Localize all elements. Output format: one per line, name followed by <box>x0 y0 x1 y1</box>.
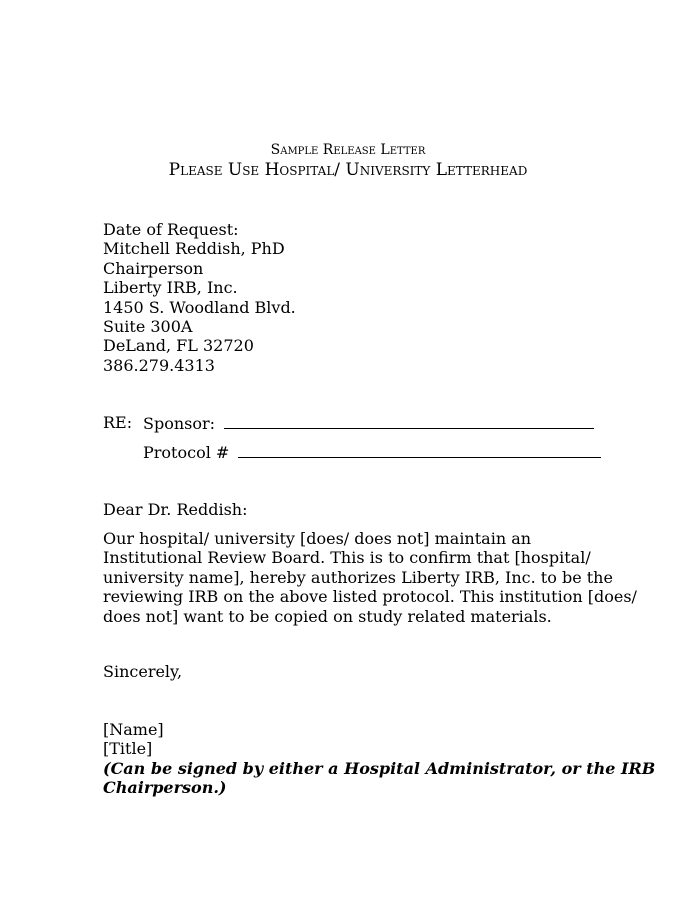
recipient-organization: Liberty IRB, Inc. <box>103 278 238 298</box>
recipient-phone: 386.279.4313 <box>103 355 215 375</box>
date-of-request: Date of Request: <box>103 220 239 239</box>
recipient-suite: Suite 300A <box>103 317 193 337</box>
protocol-blank-line[interactable] <box>238 442 601 458</box>
sponsor-row <box>143 413 594 433</box>
recipient-city-state-zip: DeLand, FL 32720 <box>103 336 254 356</box>
recipient-name: Mitchell Reddish, PhD <box>103 239 285 259</box>
body-line: Our hospital/ university [does/ does not] maintain an <box>103 529 532 548</box>
body-line: Institutional Review Board. This is to confirm that [hospital/ <box>103 548 591 568</box>
signing-note-line1: (Can be signed by either a Hospital Administrator, or the IRB <box>103 758 656 778</box>
re-label: RE: <box>103 413 133 432</box>
signer-name-placeholder: [Name] <box>103 720 164 739</box>
signer-title-placeholder: [Title] <box>103 739 153 759</box>
signing-note-line2: Chairperson.) <box>103 778 227 798</box>
header-sample-release-letter: Sample Release Letter <box>270 142 426 158</box>
signature-block <box>103 720 655 798</box>
body-line: university name], hereby authorizes Liberty IRB, Inc. to be the <box>103 567 613 587</box>
header-letterhead-instruction: Please Use Hospital/ University Letterhead <box>168 160 528 180</box>
body-line: does not] want to be copied on study related materials. <box>103 606 552 626</box>
sponsor-blank-line[interactable] <box>224 413 594 429</box>
salutation: Dear Dr. Reddish: <box>103 500 248 519</box>
sponsor-label: Sponsor: <box>143 414 216 433</box>
body-line: reviewing IRB on the above listed protocol. This institution [does/ <box>103 587 637 607</box>
closing: Sincerely, <box>103 662 183 681</box>
protocol-label: Protocol # <box>143 443 230 462</box>
letter-body <box>103 529 637 626</box>
recipient-address-block <box>103 220 296 375</box>
recipient-street: 1450 S. Woodland Blvd. <box>103 297 296 317</box>
protocol-row <box>143 442 601 462</box>
recipient-title: Chairperson <box>103 258 204 278</box>
